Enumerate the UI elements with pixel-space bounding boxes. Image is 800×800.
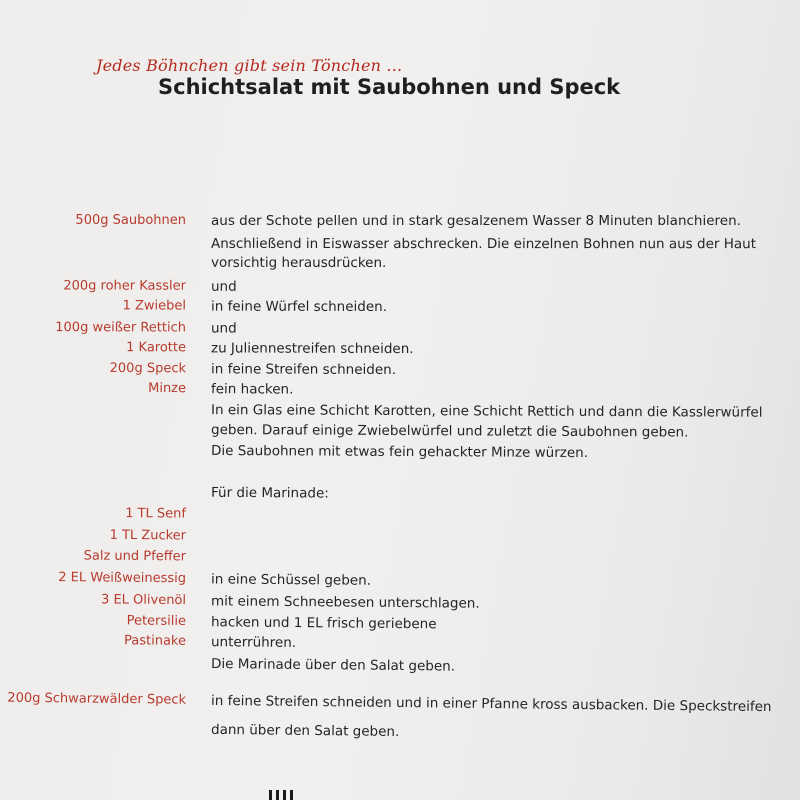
- ingredient-text: 100g weißer Rettich: [55, 320, 187, 336]
- instruction-text: hacken und 1 EL frisch geriebene: [210, 614, 437, 633]
- instruction-text: dann über den Salat geben.: [210, 721, 400, 740]
- recipe-row: [0, 213, 800, 235]
- instruction-text: und: [210, 320, 237, 337]
- instruction-text: Die Marinade über den Salat geben.: [210, 656, 456, 675]
- ingredient-text: 500g Saubohnen: [75, 213, 186, 228]
- instruction-text: geben. Darauf einige Zwiebelwürfel und zuletzt die Saubohnen geben.: [210, 422, 689, 441]
- ingredient-text: 3 EL Olivenöl: [101, 592, 187, 609]
- instruction-text: zu Juliennestreifen schneiden.: [210, 340, 414, 358]
- ingredient-text: Pastinake: [123, 633, 187, 649]
- ingredient-text: 1 Karotte: [126, 340, 187, 356]
- recipe-row: [0, 255, 800, 278]
- instruction-text: fein hacken.: [210, 381, 294, 398]
- instruction-text: Anschließend in Eiswasser abschrecken. Die einzelnen Bohnen nun aus der Haut: [210, 235, 757, 253]
- instruction-text: in eine Schüssel geben.: [210, 571, 372, 589]
- ingredient-text: Petersilie: [126, 613, 187, 629]
- recipe-row: [0, 442, 800, 469]
- instruction-text: in feine Streifen schneiden.: [210, 361, 397, 378]
- recipe-row: [0, 719, 800, 750]
- recipe-row: [0, 298, 800, 322]
- ingredient-text: 200g Speck: [109, 360, 187, 377]
- recipe-row: [0, 691, 800, 722]
- ingredient-text: 1 TL Senf: [125, 506, 187, 522]
- ingredient-text: 2 EL Weißweinessig: [58, 570, 187, 587]
- ingredient-text: Minze: [148, 380, 187, 397]
- ingredient-text: Salz und Pfeffer: [83, 548, 187, 565]
- instruction-text: in feine Streifen schneiden und in einer Pfanne kross ausbacken. Die Speckstreifen: [210, 692, 772, 716]
- ingredient-text: 200g Schwarzwälder Speck: [7, 690, 187, 708]
- instruction-text: in feine Würfel schneiden.: [210, 298, 388, 315]
- instruction-text: In ein Glas eine Schicht Karotten, eine Schicht Rettich und dann die Kasslerwürfel: [210, 402, 763, 421]
- next-page-heading-fragment: [265, 782, 325, 800]
- recipe-title: Schichtsalat mit Saubohnen und Speck: [158, 75, 621, 99]
- instruction-text: Für die Marinade:: [210, 484, 329, 502]
- ingredient-text: 1 Zwiebel: [122, 298, 187, 314]
- ingredient-text: 200g roher Kassler: [63, 278, 187, 294]
- recipe-subtitle: Jedes Böhnchen gibt sein Tönchen ...: [96, 56, 403, 75]
- instruction-text: mit einem Schneebesen unterschlagen.: [210, 593, 480, 612]
- instruction-text: aus der Schote pellen und in stark gesalzenem Wasser 8 Minuten blanchieren.: [211, 213, 741, 229]
- instruction-text: unterrühren.: [210, 634, 297, 651]
- instruction-text: und: [210, 278, 237, 295]
- ingredient-text: 1 TL Zucker: [109, 527, 187, 544]
- instruction-text: Die Saubohnen mit etwas fein gehackter Minze würzen.: [210, 442, 589, 462]
- instruction-text: vorsichtig herausdrücken.: [210, 254, 387, 271]
